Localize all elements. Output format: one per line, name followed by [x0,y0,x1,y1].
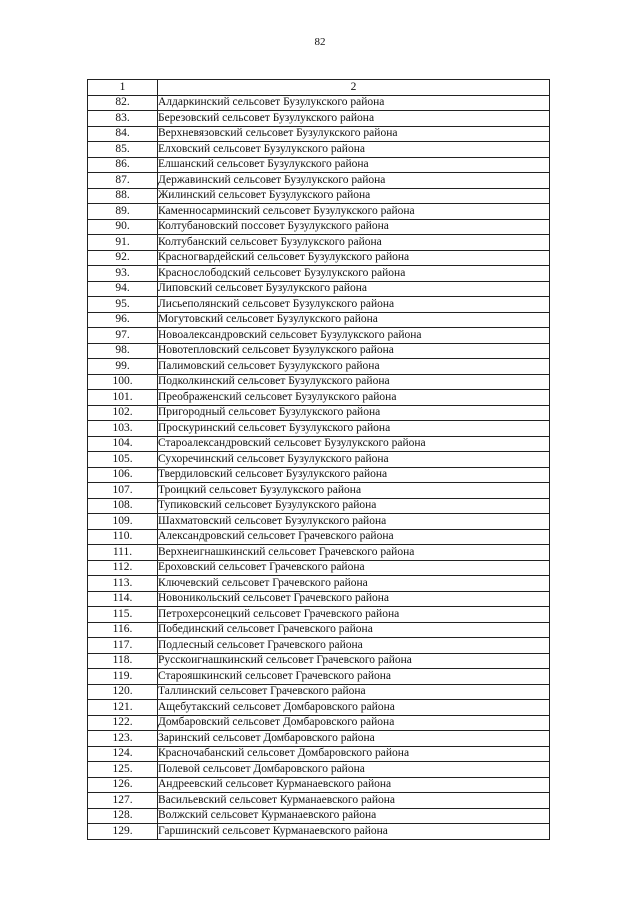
table-row [88,467,550,483]
column-header-number: 1 [88,80,158,96]
table-row [88,374,550,390]
municipality-name-cell: Подлесный сельсовет Грачевского района [158,638,550,654]
row-number-cell: 85. [88,142,158,158]
municipality-name-cell: Липовский сельсовет Бузулукского района [158,281,550,297]
municipality-name-cell: Ключевский сельсовет Грачевского района [158,576,550,592]
row-number-cell: 100. [88,374,158,390]
table-row [88,793,550,809]
row-number-cell: 95. [88,297,158,313]
table-row [88,204,550,220]
row-number-cell: 101. [88,390,158,406]
municipality-name-cell: Могутовский сельсовет Бузулукского района [158,312,550,328]
table-row [88,498,550,514]
row-number-cell: 98. [88,343,158,359]
table-row [88,126,550,142]
row-number-cell: 94. [88,281,158,297]
municipality-name-cell: Старояшкинский сельсовет Грачевского района [158,669,550,685]
table-row [88,312,550,328]
table-row [88,731,550,747]
row-number-cell: 120. [88,684,158,700]
table-row [88,328,550,344]
row-number-cell: 104. [88,436,158,452]
row-number-cell: 118. [88,653,158,669]
municipality-name-cell: Твердиловский сельсовет Бузулукского района [158,467,550,483]
municipality-name-cell: Краснослободский сельсовет Бузулукского района [158,266,550,282]
row-number-cell: 114. [88,591,158,607]
row-number-cell: 110. [88,529,158,545]
table-row [88,297,550,313]
table-row [88,545,550,561]
row-number-cell: 126. [88,777,158,793]
table-row [88,157,550,173]
table-row [88,653,550,669]
column-header-name: 2 [158,80,550,96]
row-number-cell: 115. [88,607,158,623]
municipality-name-cell: Васильевский сельсовет Курманаевского района [158,793,550,809]
table-row [88,638,550,654]
municipality-name-cell: Сухоречинский сельсовет Бузулукского района [158,452,550,468]
municipality-name-cell: Шахматовский сельсовет Бузулукского района [158,514,550,530]
municipality-name-cell: Полевой сельсовет Домбаровского района [158,762,550,778]
row-number-cell: 112. [88,560,158,576]
table-row [88,235,550,251]
municipality-name-cell: Верхнеигнашкинский сельсовет Грачевского района [158,545,550,561]
table-row [88,281,550,297]
row-number-cell: 103. [88,421,158,437]
row-number-cell: 127. [88,793,158,809]
table-row [88,746,550,762]
row-number-cell: 96. [88,312,158,328]
row-number-cell: 99. [88,359,158,375]
row-number-cell: 121. [88,700,158,716]
page-number: 82 [314,36,326,48]
table-row [88,607,550,623]
municipality-name-cell: Лисьеполянский сельсовет Бузулукского района [158,297,550,313]
table-header-row [88,80,550,96]
table-row [88,250,550,266]
row-number-cell: 91. [88,235,158,251]
table-body [88,80,550,840]
row-number-cell: 117. [88,638,158,654]
table-row [88,483,550,499]
table-row [88,824,550,840]
municipality-name-cell: Преображенский сельсовет Бузулукского района [158,390,550,406]
municipality-name-cell: Троицкий сельсовет Бузулукского района [158,483,550,499]
row-number-cell: 123. [88,731,158,747]
table-row [88,560,550,576]
municipality-name-cell: Жилинский сельсовет Бузулукского района [158,188,550,204]
municipality-name-cell: Староалександровский сельсовет Бузулукского района [158,436,550,452]
row-number-cell: 84. [88,126,158,142]
row-number-cell: 122. [88,715,158,731]
row-number-cell: 105. [88,452,158,468]
municipality-name-cell: Каменносарминский сельсовет Бузулукского района [158,204,550,220]
row-number-cell: 93. [88,266,158,282]
table-row [88,700,550,716]
table-row [88,343,550,359]
row-number-cell: 82. [88,95,158,111]
municipality-name-cell: Елшанский сельсовет Бузулукского района [158,157,550,173]
table-row [88,452,550,468]
table-row [88,808,550,824]
municipality-name-cell: Тупиковский сельсовет Бузулукского района [158,498,550,514]
row-number-cell: 111. [88,545,158,561]
row-number-cell: 128. [88,808,158,824]
row-number-cell: 88. [88,188,158,204]
municipality-name-cell: Пригородный сельсовет Бузулукского района [158,405,550,421]
municipality-name-cell: Палимовский сельсовет Бузулукского района [158,359,550,375]
municipality-name-cell: Алдаркинский сельсовет Бузулукского района [158,95,550,111]
municipality-name-cell: Новоалександровский сельсовет Бузулукского района [158,328,550,344]
table-row [88,576,550,592]
municipality-name-cell: Ероховский сельсовет Грачевского района [158,560,550,576]
table-row [88,219,550,235]
municipality-name-cell: Колтубанский сельсовет Бузулукского района [158,235,550,251]
row-number-cell: 90. [88,219,158,235]
table-row [88,514,550,530]
municipality-name-cell: Ащебутакский сельсовет Домбаровского района [158,700,550,716]
municipality-name-cell: Верхневязовский сельсовет Бузулукского района [158,126,550,142]
municipality-name-cell: Проскуринский сельсовет Бузулукского района [158,421,550,437]
table-row [88,95,550,111]
table-row [88,390,550,406]
municipality-name-cell: Андреевский сельсовет Курманаевского района [158,777,550,793]
municipality-name-cell: Елховский сельсовет Бузулукского района [158,142,550,158]
municipality-name-cell: Побединский сельсовет Грачевского района [158,622,550,638]
row-number-cell: 86. [88,157,158,173]
municipality-name-cell: Домбаровский сельсовет Домбаровского района [158,715,550,731]
row-number-cell: 124. [88,746,158,762]
table-row [88,669,550,685]
table-row [88,762,550,778]
municipality-name-cell: Державинский сельсовет Бузулукского района [158,173,550,189]
municipality-name-cell: Красночабанский сельсовет Домбаровского района [158,746,550,762]
table-row [88,591,550,607]
table-row [88,142,550,158]
table-row [88,111,550,127]
municipality-name-cell: Александровский сельсовет Грачевского района [158,529,550,545]
municipality-name-cell: Подколкинский сельсовет Бузулукского района [158,374,550,390]
table-row [88,266,550,282]
municipality-name-cell: Новоникольский сельсовет Грачевского района [158,591,550,607]
row-number-cell: 89. [88,204,158,220]
table-row [88,173,550,189]
table-row [88,529,550,545]
row-number-cell: 113. [88,576,158,592]
table-row [88,188,550,204]
row-number-cell: 107. [88,483,158,499]
row-number-cell: 97. [88,328,158,344]
table-row [88,405,550,421]
table-row [88,715,550,731]
municipalities-table [87,79,550,840]
table-row [88,684,550,700]
table-row [88,777,550,793]
row-number-cell: 116. [88,622,158,638]
row-number-cell: 106. [88,467,158,483]
municipality-name-cell: Красногвардейский сельсовет Бузулукского района [158,250,550,266]
row-number-cell: 102. [88,405,158,421]
row-number-cell: 119. [88,669,158,685]
municipality-name-cell: Гаршинский сельсовет Курманаевского района [158,824,550,840]
row-number-cell: 129. [88,824,158,840]
row-number-cell: 83. [88,111,158,127]
row-number-cell: 92. [88,250,158,266]
municipality-name-cell: Таллинский сельсовет Грачевского района [158,684,550,700]
table-row [88,622,550,638]
municipality-name-cell: Волжский сельсовет Курманаевского района [158,808,550,824]
row-number-cell: 87. [88,173,158,189]
municipality-name-cell: Заринский сельсовет Домбаровского района [158,731,550,747]
municipality-name-cell: Русскоигнашкинский сельсовет Грачевского района [158,653,550,669]
table-row [88,359,550,375]
municipality-name-cell: Березовский сельсовет Бузулукского района [158,111,550,127]
row-number-cell: 109. [88,514,158,530]
row-number-cell: 125. [88,762,158,778]
municipality-name-cell: Новотепловский сельсовет Бузулукского района [158,343,550,359]
table-row [88,421,550,437]
municipality-name-cell: Петрохерсонецкий сельсовет Грачевского района [158,607,550,623]
row-number-cell: 108. [88,498,158,514]
table-row [88,436,550,452]
municipality-name-cell: Колтубановский поссовет Бузулукского района [158,219,550,235]
